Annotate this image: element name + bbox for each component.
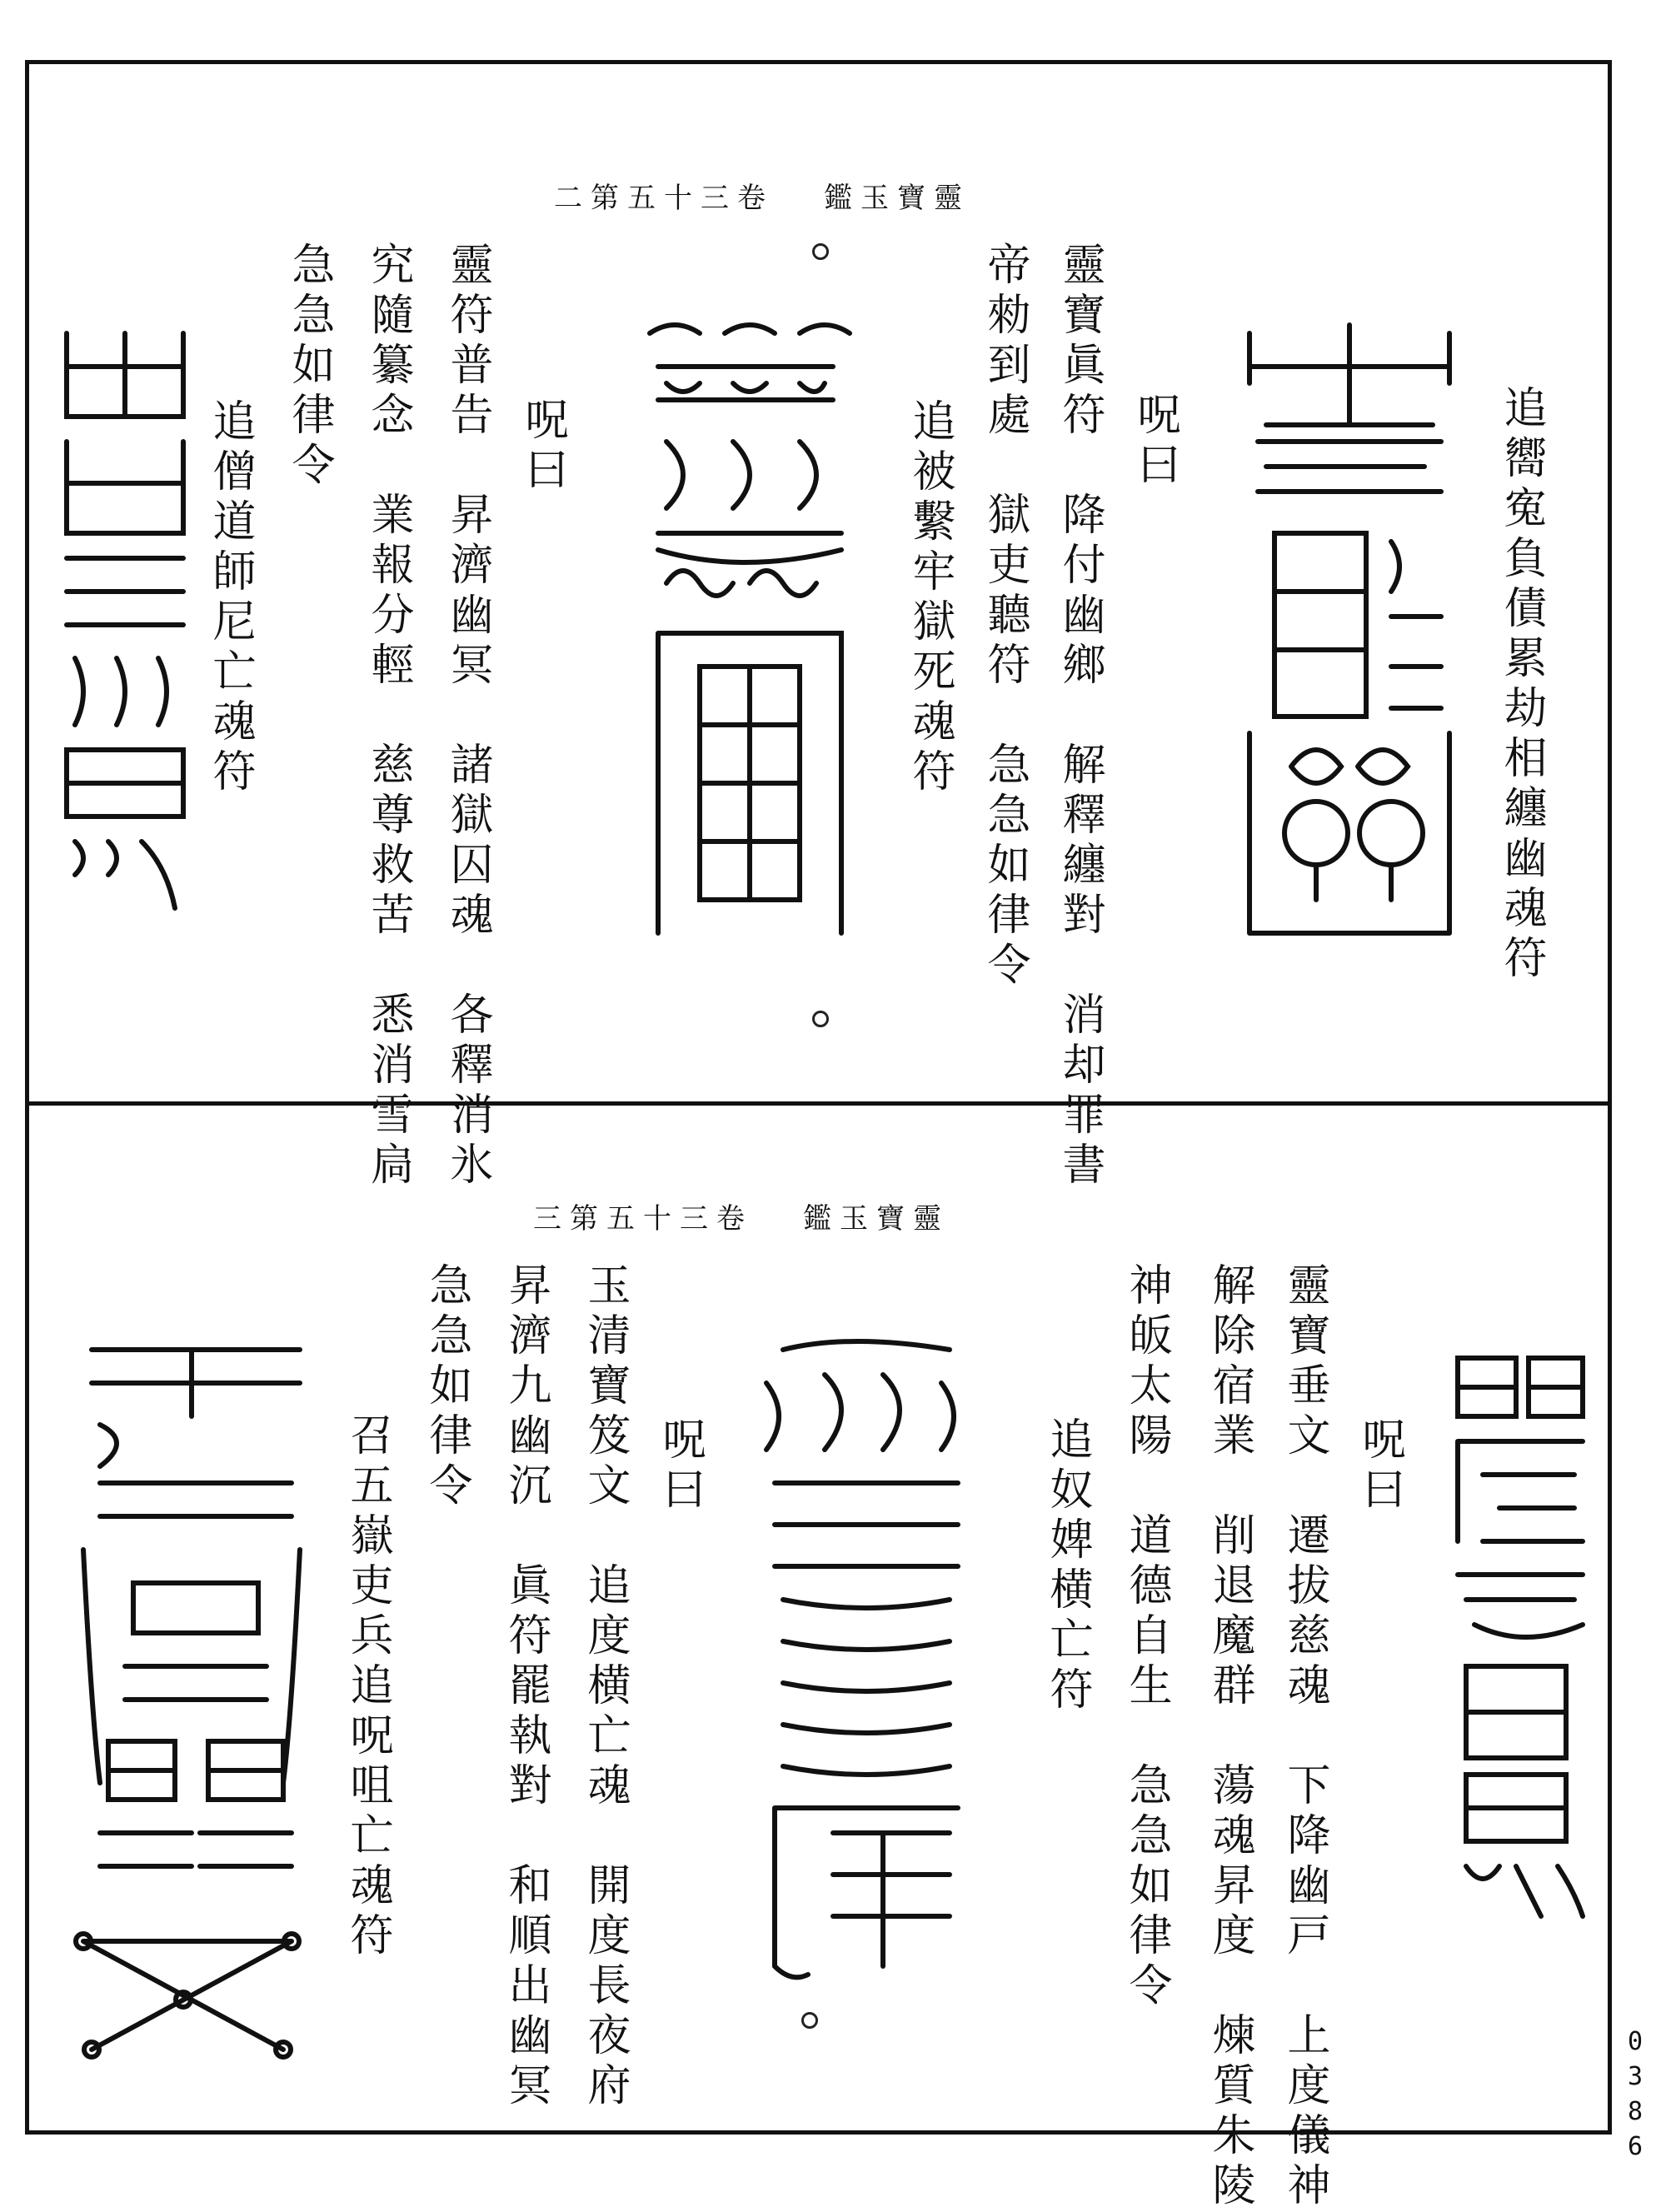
top-title3-column: 追僧道師尼亡魂符 <box>205 398 255 798</box>
talisman-seal-2 <box>633 317 858 950</box>
top-incantation-col-3: 靈符普告 昇濟幽冥 諸獄囚魂 各釋消氷 <box>442 242 492 1191</box>
page-number: 0 3 8 6 <box>1627 2027 1644 2161</box>
bottom-incantation-col-4: 玉清寶笈文 追度横亡魂 開度長夜府 <box>580 1262 630 2112</box>
talisman-seal-3 <box>50 317 200 950</box>
talisman-seal-6 <box>75 1333 317 2000</box>
bottom-running-header <box>533 1196 950 1236</box>
top-incantation-col-5: 急急如律令 <box>284 242 334 492</box>
top-incantation-col-2: 帝勑到處 獄吏聽符 急急如律令 <box>980 242 1030 991</box>
talisman-seal-4 <box>1449 1350 1591 1916</box>
bottom-incantation-col-2: 解除宿業 削退魔群 蕩魂昇度 煉質朱陵 <box>1205 1262 1254 2212</box>
page-divider <box>25 1101 1612 1106</box>
bottom-incantation-col-6: 急急如律令 <box>421 1262 471 1512</box>
talisman-seal-1 <box>1233 317 1466 950</box>
bottom-zhou-label: 呪曰 <box>1354 1416 1404 1516</box>
top-zhou2-label: 呪曰 <box>517 397 567 497</box>
top-incantation-col-1: 靈寶眞符 降付幽鄉 解釋纏對 消却罪書 <box>1055 242 1105 1191</box>
binding-hole <box>801 2012 818 2029</box>
top-running-header <box>554 175 970 216</box>
bottom-incantation-col-5: 昇濟九幽沉 眞符罷執對 和順出幽冥 <box>501 1262 551 2112</box>
bottom-title-column: 追奴婢横亡符 <box>1042 1416 1092 1716</box>
bottom-header-title: 鑑玉寶靈 <box>803 1202 950 1236</box>
talisman-seal-5 <box>750 1333 983 1991</box>
top-title2-column: 追被繫牢獄死魂符 <box>905 398 955 798</box>
top-title-column: 追嚮寃負債累劫相纏幽魂符 <box>1496 385 1546 985</box>
bottom-zhou2-label: 呪曰 <box>655 1416 705 1516</box>
binding-hole <box>812 1011 829 1027</box>
bottom-incantation-col-1: 靈寶垂文 遷拔慈魂 下降幽戸 上度儀神 <box>1279 1262 1329 2212</box>
bottom-title2-column: 召五嶽吏兵追呪咀亡魂符 <box>342 1412 392 1962</box>
top-incantation-col-4: 究隨纂念 業報分輕 慈尊救苦 悉消雪扃 <box>363 242 413 1191</box>
top-zhou-label: 呪曰 <box>1130 392 1180 492</box>
bottom-incantation-col-3: 神皈太陽 道德自生 急急如律令 <box>1121 1262 1171 2012</box>
bottom-header-volume: 三第五十三卷 <box>533 1202 753 1236</box>
top-header-volume: 二第五十三卷 <box>554 182 774 215</box>
top-header-title: 鑑玉寶靈 <box>824 182 970 215</box>
binding-hole <box>812 243 829 260</box>
